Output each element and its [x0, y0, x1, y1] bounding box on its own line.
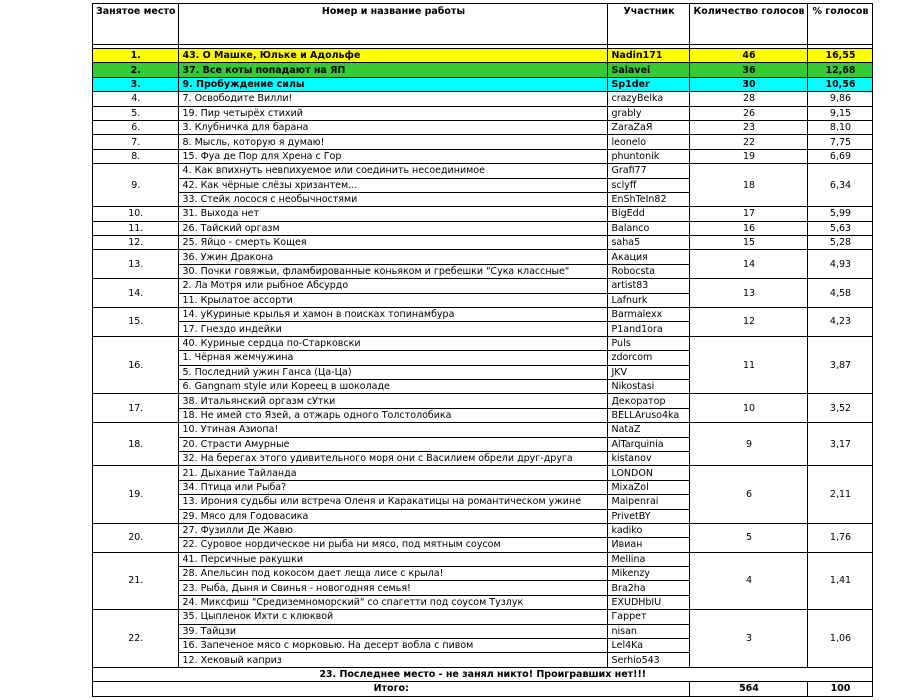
participant-name: Bra2ha [608, 581, 690, 595]
place-cell: 5. [93, 106, 179, 120]
place-cell: 17. [93, 394, 179, 423]
participant-name: crazyBelka [608, 92, 690, 106]
votes-cell: 26 [690, 106, 808, 120]
work-title: 27. Фузилли Де Жавю [179, 523, 608, 537]
votes-cell: 10 [690, 394, 808, 423]
table-row [93, 120, 873, 134]
table-row [93, 394, 873, 408]
votes-cell: 4 [690, 552, 808, 610]
percent-cell: 1,06 [808, 610, 873, 668]
table-row [93, 466, 873, 480]
work-title: 39. Тайцзи [179, 624, 608, 638]
total-row [93, 682, 873, 696]
work-title: 9. Пробуждение силы [179, 77, 608, 91]
work-title: 2. Ла Мотря или рыбное Абсурдо [179, 279, 608, 293]
percent-cell: 5,63 [808, 221, 873, 235]
participant-name: Ивиан [608, 538, 690, 552]
votes-cell: 28 [690, 92, 808, 106]
footer-note-row [93, 667, 873, 681]
percent-cell: 3,87 [808, 336, 873, 394]
percent-cell: 9,86 [808, 92, 873, 106]
place-cell: 19. [93, 466, 179, 524]
participant-name: Maipenrai [608, 495, 690, 509]
work-title: 22. Суровое нордическое ни рыба ни мясо, под мятным соусом [179, 538, 608, 552]
work-title: 10. Утиная Азиопа! [179, 423, 608, 437]
participant-name: saha5 [608, 236, 690, 250]
work-title: 24. Миксфиш "Средиземноморский" со спагетти под соусом Тузлук [179, 595, 608, 609]
total-votes: 564 [690, 682, 808, 696]
participant-name: Salavei [608, 63, 690, 77]
place-cell: 16. [93, 336, 179, 394]
participant-name: Lel4Ka [608, 639, 690, 653]
table-row [93, 552, 873, 566]
place-cell: 6. [93, 120, 179, 134]
work-title: 19. Пир четырёх стихий [179, 106, 608, 120]
place-cell: 14. [93, 279, 179, 308]
participant-name: Lafnurk [608, 293, 690, 307]
place-cell: 4. [93, 92, 179, 106]
percent-cell: 12,68 [808, 63, 873, 77]
table-row [93, 49, 873, 63]
work-title: 43. О Машке, Юльке и Адольфе [179, 49, 608, 63]
results-body [93, 45, 873, 668]
work-title: 42. Как чёрные слёзы хризантем... [179, 178, 608, 192]
participant-name: JKV [608, 365, 690, 379]
place-cell: 7. [93, 135, 179, 149]
work-title: 25. Яйцо - смерть Кощея [179, 236, 608, 250]
participant-name: EXUDHbIU [608, 595, 690, 609]
percent-cell: 6,69 [808, 149, 873, 163]
participant-name: BigEdd [608, 207, 690, 221]
votes-cell: 19 [690, 149, 808, 163]
place-cell: 9. [93, 164, 179, 207]
work-title: 37. Все коты попадают на ЯП [179, 63, 608, 77]
percent-cell: 9,15 [808, 106, 873, 120]
place-cell: 8. [93, 149, 179, 163]
percent-cell: 2,11 [808, 466, 873, 524]
work-title: 18. Не имей сто Язей, а отжарь одного Толстолобика [179, 408, 608, 422]
participant-name: Декоратор [608, 394, 690, 408]
participant-name: MixaZol [608, 480, 690, 494]
work-title: 28. Апельсин под кокосом дает леща лисе с крыла! [179, 567, 608, 581]
work-title: 14. уКуриные крылья и хамон в поисках топинамбура [179, 308, 608, 322]
work-title: 1. Чёрная жемчужина [179, 351, 608, 365]
participant-name: phuntonik [608, 149, 690, 163]
votes-cell: 18 [690, 164, 808, 207]
percent-cell: 3,52 [808, 394, 873, 423]
percent-cell: 10,56 [808, 77, 873, 91]
table-row [93, 523, 873, 537]
table-row [93, 610, 873, 624]
participant-name: Nikostasi [608, 379, 690, 393]
table-row [93, 106, 873, 120]
percent-cell: 6,34 [808, 164, 873, 207]
work-title: 3. Клубничка для барана [179, 120, 608, 134]
place-cell: 2. [93, 63, 179, 77]
participant-name: Гаррет [608, 610, 690, 624]
place-cell: 21. [93, 552, 179, 610]
votes-cell: 11 [690, 336, 808, 394]
work-title: 34. Птица или Рыба? [179, 480, 608, 494]
participant-name: grably [608, 106, 690, 120]
participant-name: PrivetBY [608, 509, 690, 523]
votes-cell: 36 [690, 63, 808, 77]
participant-name: Sp1der [608, 77, 690, 91]
table-row [93, 336, 873, 350]
work-title: 30. Почки говяжьи, фламбированные коньяком и гребешки "Сука классные" [179, 264, 608, 278]
participant-name: Barmalexx [608, 308, 690, 322]
work-title: 6. Gangnam style или Кореец в шоколаде [179, 379, 608, 393]
header-place: Занятое место [93, 4, 179, 45]
percent-cell: 8,10 [808, 120, 873, 134]
participant-name: zdorcom [608, 351, 690, 365]
participant-name: Robocsta [608, 264, 690, 278]
work-title: 12. Хековый каприз [179, 653, 608, 667]
place-cell: 15. [93, 308, 179, 337]
table-row [93, 164, 873, 178]
total-label: Итого: [93, 682, 690, 696]
table-row [93, 135, 873, 149]
work-title: 16. Запеченое мясо с морковью. На десерт вобла с пивом [179, 639, 608, 653]
work-title: 38. Итальянский оргазм сУтки [179, 394, 608, 408]
footer-note: 23. Последнее место - не занял никто! Проигравших нет!!! [93, 667, 873, 681]
work-title: 29. Мясо для Годовасика [179, 509, 608, 523]
table-row [93, 308, 873, 322]
table-row [93, 92, 873, 106]
votes-cell: 12 [690, 308, 808, 337]
participant-name: Serhio543 [608, 653, 690, 667]
participant-name: ZaraZaЯ [608, 120, 690, 134]
place-cell: 20. [93, 523, 179, 552]
participant-name: Grafi77 [608, 164, 690, 178]
header-pct: % голосов [808, 4, 873, 45]
table-row [93, 423, 873, 437]
work-title: 26. Тайский оргазм [179, 221, 608, 235]
participant-name: AlTarquinia [608, 437, 690, 451]
participant-name: EnShTeIn82 [608, 192, 690, 206]
participant-name: BELLAruso4ka [608, 408, 690, 422]
percent-cell: 16,55 [808, 49, 873, 63]
work-title: 13. Ирония судьбы или встреча Оленя и Каракатицы на романтическом ужине [179, 495, 608, 509]
work-title: 5. Последний ужин Ганса (Ца-Ца) [179, 365, 608, 379]
place-cell: 1. [93, 49, 179, 63]
participant-name: leonelo [608, 135, 690, 149]
votes-cell: 6 [690, 466, 808, 524]
table-row [93, 207, 873, 221]
work-title: 36. Ужин Дракона [179, 250, 608, 264]
place-cell: 13. [93, 250, 179, 279]
table-row [93, 250, 873, 264]
votes-cell: 30 [690, 77, 808, 91]
work-title: 4. Как впихнуть невпихуемое или соединить несоединимое [179, 164, 608, 178]
table-row [93, 63, 873, 77]
place-cell: 10. [93, 207, 179, 221]
place-cell: 12. [93, 236, 179, 250]
percent-cell: 3,17 [808, 423, 873, 466]
work-title: 31. Выхода нет [179, 207, 608, 221]
votes-cell: 23 [690, 120, 808, 134]
votes-cell: 16 [690, 221, 808, 235]
percent-cell: 4,93 [808, 250, 873, 279]
place-cell: 18. [93, 423, 179, 466]
percent-cell: 5,28 [808, 236, 873, 250]
participant-name: artist83 [608, 279, 690, 293]
participant-name: nisan [608, 624, 690, 638]
work-title: 21. Дыхание Тайланда [179, 466, 608, 480]
votes-cell: 13 [690, 279, 808, 308]
participant-name: sclyff [608, 178, 690, 192]
table-row [93, 221, 873, 235]
work-title: 23. Рыба, Дыня и Свинья - новогодняя семья! [179, 581, 608, 595]
place-cell: 22. [93, 610, 179, 668]
work-title: 35. Цыпленок Ихти с клюквой [179, 610, 608, 624]
header-user: Участник [608, 4, 690, 45]
work-title: 20. Страсти Амурные [179, 437, 608, 451]
work-title: 33. Стейк лосося с необычностями [179, 192, 608, 206]
work-title: 11. Крылатое ассорти [179, 293, 608, 307]
work-title: 32. На берегах этого удивительного моря они с Василием обрели друг-друга [179, 451, 608, 465]
work-title: 40. Куриные сердца по-Старковски [179, 336, 608, 350]
participant-name: Puls [608, 336, 690, 350]
votes-cell: 5 [690, 523, 808, 552]
work-title: 15. Фуа де Пор для Хрена с Гор [179, 149, 608, 163]
percent-cell: 1,41 [808, 552, 873, 610]
header-row [93, 4, 873, 45]
place-cell: 3. [93, 77, 179, 91]
header-work: Номер и название работы [179, 4, 608, 45]
votes-cell: 9 [690, 423, 808, 466]
participant-name: P1and1ora [608, 322, 690, 336]
participant-name: Акация [608, 250, 690, 264]
results-table [92, 3, 873, 697]
participant-name: Mellina [608, 552, 690, 566]
work-title: 41. Персичные ракушки [179, 552, 608, 566]
votes-cell: 15 [690, 236, 808, 250]
percent-cell: 4,23 [808, 308, 873, 337]
votes-cell: 3 [690, 610, 808, 668]
total-pct: 100 [808, 682, 873, 696]
participant-name: kadiko [608, 523, 690, 537]
work-title: 17. Гнездо индейки [179, 322, 608, 336]
participant-name: Mikenzy [608, 567, 690, 581]
table-row [93, 77, 873, 91]
work-title: 8. Мысль, которую я думаю! [179, 135, 608, 149]
percent-cell: 4,58 [808, 279, 873, 308]
votes-cell: 14 [690, 250, 808, 279]
participant-name: NataZ [608, 423, 690, 437]
table-row [93, 236, 873, 250]
percent-cell: 1,76 [808, 523, 873, 552]
votes-cell: 46 [690, 49, 808, 63]
header-votes: Количество голосов [690, 4, 808, 45]
percent-cell: 5,99 [808, 207, 873, 221]
table-row [93, 149, 873, 163]
percent-cell: 7,75 [808, 135, 873, 149]
participant-name: Balanco [608, 221, 690, 235]
participant-name: Nadin171 [608, 49, 690, 63]
participant-name: LONDON [608, 466, 690, 480]
votes-cell: 22 [690, 135, 808, 149]
work-title: 7. Освободите Вилли! [179, 92, 608, 106]
votes-cell: 17 [690, 207, 808, 221]
table-row [93, 279, 873, 293]
participant-name: kistanov [608, 451, 690, 465]
place-cell: 11. [93, 221, 179, 235]
